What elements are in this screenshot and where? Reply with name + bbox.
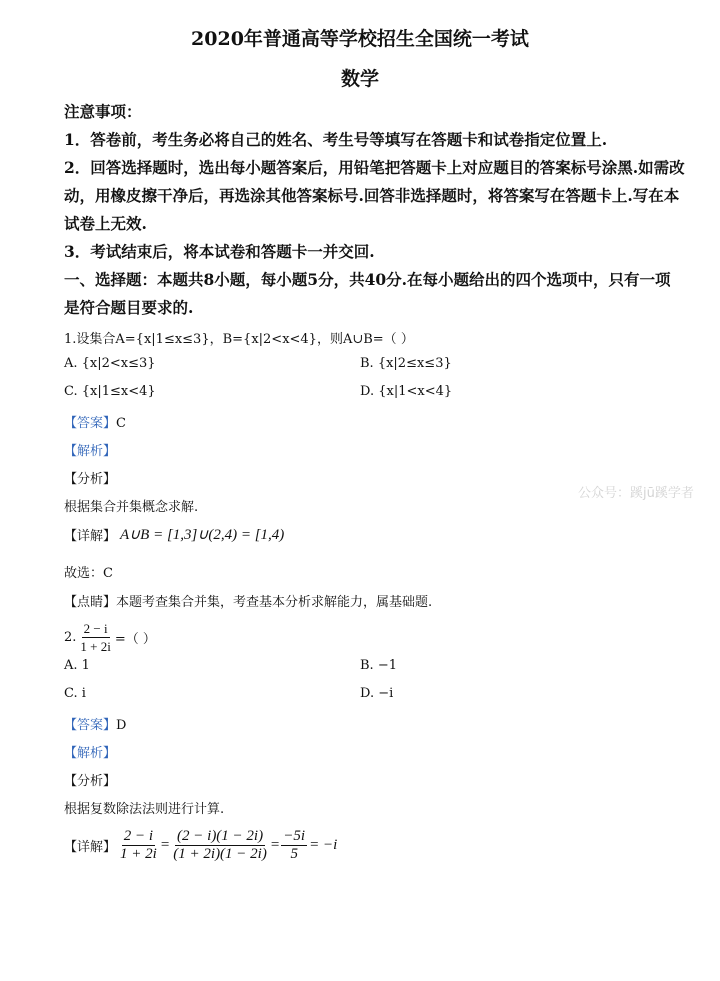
q2-f3-numerator: −5i (283, 828, 306, 844)
q1-option-b: B. {x|2≤x≤3} (360, 356, 452, 371)
q2-stem (64, 620, 156, 655)
q1-conclusion: 故选：C (64, 566, 113, 581)
q2-result: = −i (309, 837, 338, 853)
q1-option-c: C. {x|1≤x<4} (64, 384, 156, 399)
notice-item-2-line-3: 试卷上无效. (64, 214, 147, 233)
q2-analysis-label: 【解析】 (64, 746, 117, 761)
notice-item-2-line-2: 动，用橡皮擦干净后，再选涂其他答案标号.回答非选择题时，将答案写在答题卡上.写在本 (64, 186, 680, 205)
q1-answer-value: C (116, 416, 126, 431)
q1-detail-math: A∪B = [1,3]∪(2,4) = [1,4) (120, 527, 285, 543)
q2-f1-denominator: 1 + 2i (120, 846, 157, 862)
q2-stem-denominator: 1 + 2i (80, 639, 111, 654)
section-1-line-2: 是符合题目要求的. (64, 298, 194, 317)
q2-number: 2. (64, 630, 77, 645)
q1-detail-label: 【详解】 (64, 529, 117, 544)
notice-item-1: 1．答卷前，考生务必将自己的姓名、考生号等填写在答题卡和试卷指定位置上. (64, 130, 608, 149)
q1-answer (64, 412, 126, 431)
q2-option-d: D. −i (360, 686, 394, 701)
q1-option-a: A. {x|2<x≤3} (64, 356, 156, 371)
q2-detail-fraction-3 (281, 828, 307, 863)
q1-comment: 【点睛】本题考查集合并集，考查基本分析求解能力，属基础题. (64, 595, 433, 610)
q1-fenxi-text: 根据集合并集概念求解. (64, 500, 199, 515)
q2-detail (64, 828, 337, 863)
q2-stem-fraction (78, 620, 112, 655)
q2-option-c: C. i (64, 686, 86, 701)
q1-stem: 1.设集合A={x|1≤x≤3}，B={x|2<x<4}，则A∪B=（ ） (64, 332, 414, 347)
q1-analysis-label: 【解析】 (64, 444, 117, 459)
q2-equals-1: = (160, 837, 170, 853)
q2-f1-numerator: 2 − i (123, 828, 154, 844)
section-1-line-1: 一、选择题：本题共8小题，每小题5分，共40分.在每小题给出的四个选项中，只有一项 (64, 270, 671, 289)
q2-answer-value: D (116, 718, 127, 733)
q2-stem-numerator: 2 − i (83, 621, 108, 636)
exam-title: 2020年普通高等学校招生全国统一考试 (191, 28, 529, 50)
q1-detail (64, 525, 284, 544)
q2-detail-label: 【详解】 (64, 840, 117, 855)
q2-f3-denominator: 5 (290, 846, 298, 862)
q2-answer-label: 【答案】 (64, 718, 117, 733)
exam-subject: 数学 (340, 68, 379, 90)
watermark: 公众号：蹊jū蹊学者 (578, 486, 694, 501)
q2-fenxi-label: 【分析】 (64, 774, 117, 789)
q1-fenxi-label: 【分析】 (64, 472, 117, 487)
notice-item-2-line-1: 2．回答选择题时，选出每小题答案后，用铅笔把答题卡上对应题目的答案标号涂黑.如需改 (64, 158, 685, 177)
q2-detail-fraction-2 (171, 828, 269, 863)
notice-item-3: 3．考试结束后，将本试卷和答题卡一并交回. (64, 242, 375, 261)
q2-equals-2: = (270, 837, 280, 853)
q2-stem-tail: =（ ） (114, 632, 156, 647)
q1-answer-label: 【答案】 (64, 416, 117, 431)
q2-answer (64, 714, 126, 733)
q1-option-d: D. {x|1<x<4} (360, 384, 453, 399)
q2-detail-fraction-1 (118, 828, 159, 863)
q2-f2-denominator: (1 + 2i)(1 − 2i) (173, 846, 267, 862)
q2-fenxi-text: 根据复数除法法则进行计算. (64, 802, 225, 817)
q2-f2-numerator: (2 − i)(1 − 2i) (177, 828, 264, 844)
notice-heading: 注意事项： (64, 102, 142, 121)
q2-option-a: A. 1 (64, 658, 90, 673)
q2-option-b: B. −1 (360, 658, 397, 673)
